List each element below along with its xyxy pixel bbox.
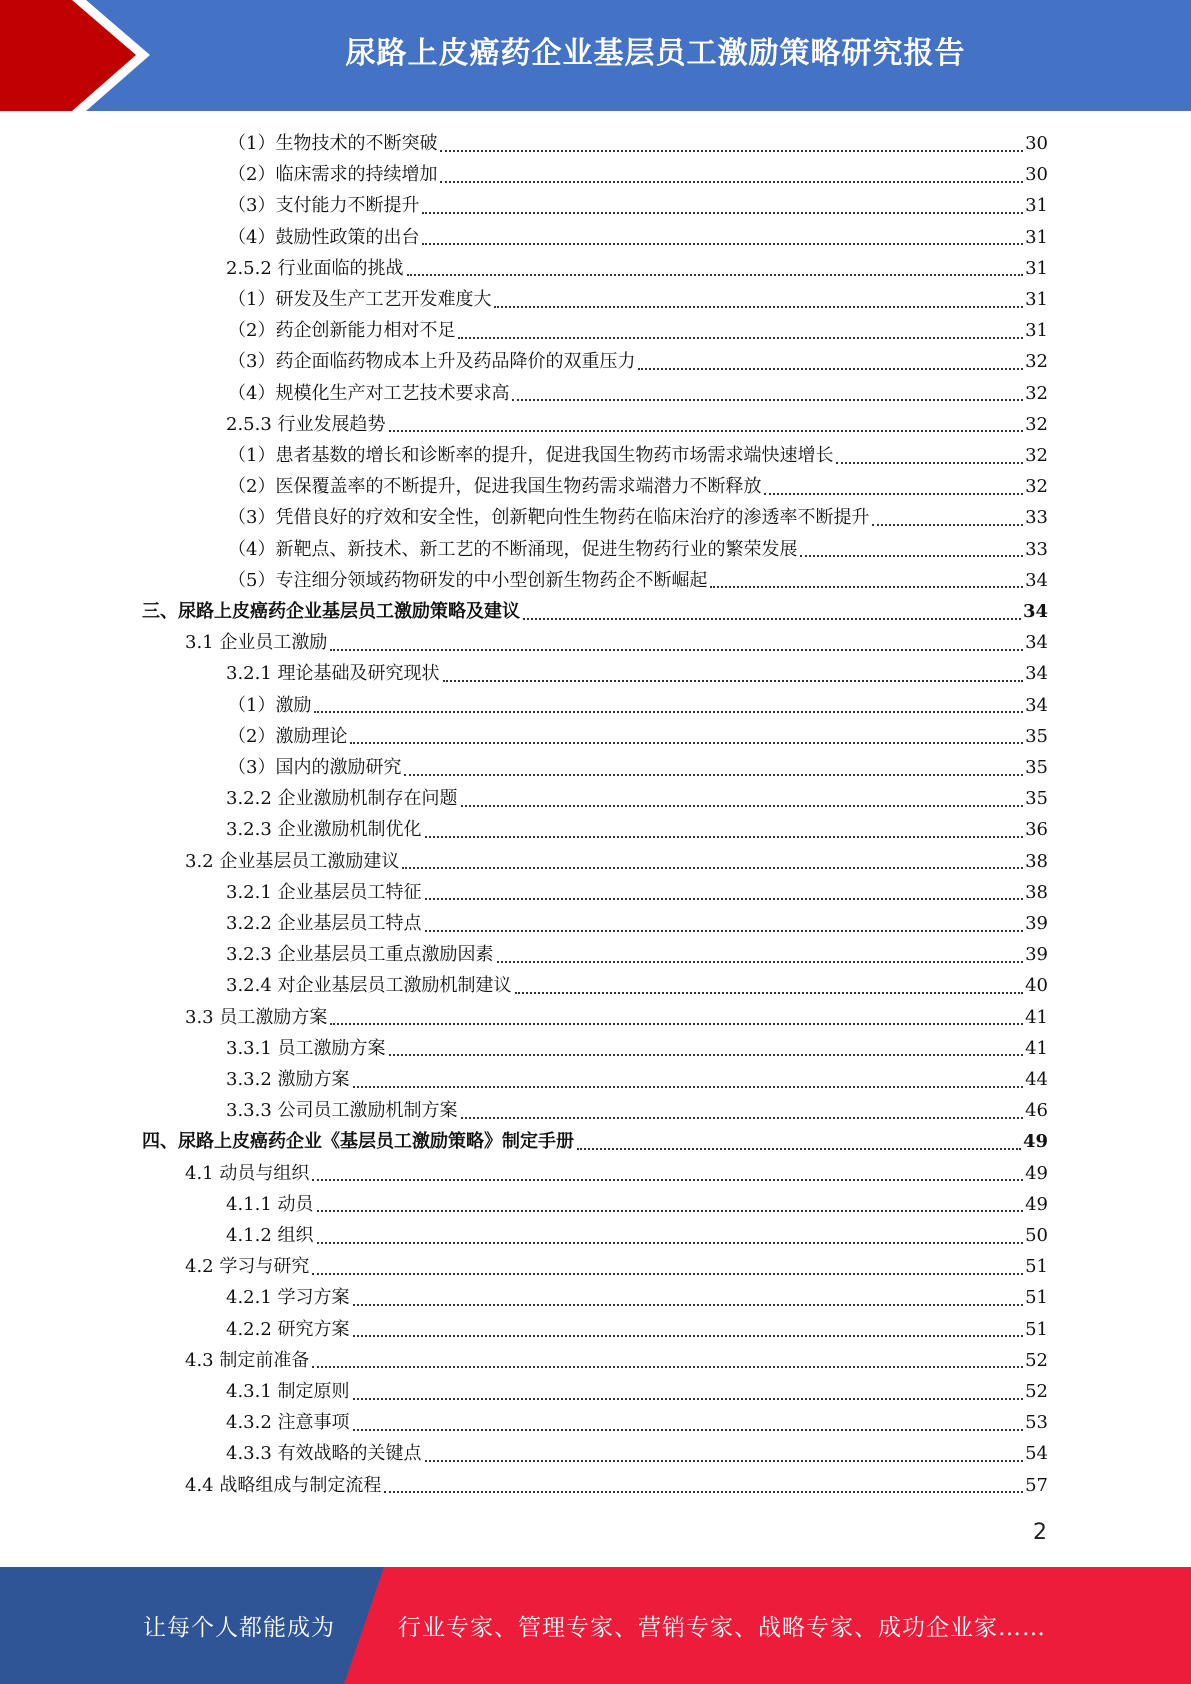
toc-entry[interactable] [185,1345,1048,1376]
toc-entry-page: 34 [1025,663,1048,685]
toc-entry-label: 4.2.1 学习方案 [226,1287,350,1309]
toc-entry-label: （3）支付能力不断提升 [228,195,420,217]
toc-dot-leader [577,1148,1021,1150]
toc-entry[interactable] [226,1314,1048,1345]
toc-entry-page: 39 [1025,913,1048,934]
toc-entry-label: （1）研发及生产工艺开发难度大 [228,289,492,310]
toc-entry-label: 2.5.3 行业发展趋势 [226,413,386,435]
toc-entry[interactable] [226,1033,1048,1064]
toc-entry-page: 34 [1022,601,1048,622]
toc-entry[interactable] [226,814,1048,845]
toc-entry-label: 4.2 学习与研究 [185,1256,310,1278]
toc-entry[interactable] [185,1251,1048,1282]
toc-entry-page: 34 [1025,569,1048,591]
toc-entry-label: （1）激励 [228,694,312,716]
toc-entry-page: 52 [1025,1381,1048,1402]
toc-entry-page: 30 [1025,164,1048,186]
toc-entry-label: 3.2.1 理论基础及研究现状 [226,663,440,685]
toc-dot-leader [353,1398,1024,1400]
toc-entry-page: 51 [1025,1287,1048,1309]
page-number: 2 [1033,1520,1047,1545]
toc-entry-page: 41 [1025,1037,1048,1059]
toc-entry-page: 31 [1025,195,1048,217]
toc-entry-page: 52 [1025,1349,1048,1371]
toc-entry-page: 36 [1025,819,1048,841]
toc-entry[interactable] [228,440,1048,471]
toc-dot-leader [353,1335,1024,1337]
toc-entry[interactable] [226,908,1048,939]
toc-dot-leader [425,898,1024,900]
toc-entry-page: 32 [1025,351,1048,373]
toc-entry-page: 40 [1025,975,1048,997]
toc-entry-label: （5）专注细分领域药物研发的中小型创新生物药企不断崛起 [228,569,708,591]
toc-entry-label: 4.2.2 研究方案 [226,1318,350,1340]
header-banner [0,0,1191,111]
toc-entry[interactable] [228,284,1048,315]
toc-entry-page: 32 [1025,476,1048,498]
toc-dot-leader [764,493,1023,495]
toc-entry-label: 3.3.2 激励方案 [226,1069,350,1090]
toc-dot-leader [872,524,1023,526]
toc-entry[interactable] [226,658,1048,689]
toc-entry-page: 57 [1025,1474,1048,1496]
toc-entry-label: （3）凭借良好的疗效和安全性，创新靶向性生物药在临床治疗的渗透率不断提升 [228,507,870,529]
toc-entry-page: 32 [1025,382,1048,404]
toc-entry-label: 3.3.3 公司员工激励机制方案 [226,1100,458,1122]
toc-entry-page: 33 [1025,507,1048,529]
toc-dot-leader [312,1273,1023,1275]
toc-entry-page: 38 [1025,881,1048,903]
toc-entry-label: 4.3.2 注意事项 [226,1412,350,1434]
toc-entry[interactable] [228,565,1048,596]
toc-entry[interactable] [228,378,1048,409]
toc-entry-page: 33 [1025,538,1048,560]
footer-slogan-right: 行业专家、管理专家、营销专家、战略专家、成功企业家…… [398,1615,1046,1641]
toc-dot-leader [440,150,1023,152]
toc-dot-leader [461,1117,1024,1119]
toc-entry-page: 41 [1025,1006,1048,1028]
toc-chapter-entry[interactable] [142,596,1048,627]
toc-entry-page: 31 [1025,257,1048,279]
toc-entry-label: 四、尿路上皮癌药企业《基层员工激励策略》制定手册 [142,1131,574,1153]
toc-entry-page: 32 [1025,413,1048,435]
toc-entry-label: 3.2.2 企业激励机制存在问题 [226,788,458,810]
toc-entry[interactable] [226,253,1048,284]
toc-entry[interactable] [226,1438,1048,1469]
toc-entry[interactable] [226,1064,1048,1095]
toc-entry-page: 31 [1025,226,1048,248]
toc-dot-leader [440,181,1023,183]
document-title: 尿路上皮癌药企业基层员工激励策略研究报告 [345,36,966,71]
toc-dot-leader [404,774,1023,776]
toc-entry[interactable] [228,690,1048,721]
toc-entry-label: 2.5.2 行业面临的挑战 [226,257,404,279]
toc-entry-page: 51 [1025,1318,1048,1340]
toc-entry[interactable] [228,752,1048,783]
toc-entry[interactable] [185,627,1048,658]
toc-dot-leader [512,399,1023,401]
toc-dot-leader [389,430,1024,432]
toc-entry-label: 3.2 企业基层员工激励建议 [185,850,400,872]
toc-entry-label: 3.2.4 对企业基层员工激励机制建议 [226,975,512,997]
toc-entry[interactable] [228,222,1048,253]
toc-entry-page: 39 [1025,944,1048,966]
toc-entry[interactable] [226,1376,1048,1407]
toc-dot-leader [353,1429,1024,1431]
toc-entry-page: 31 [1025,289,1048,310]
toc-dot-leader [497,961,1024,963]
toc-entry-label: 3.3 员工激励方案 [185,1006,328,1028]
toc-entry-page: 49 [1025,1193,1048,1215]
toc-dot-leader [710,586,1023,588]
toc-entry[interactable] [226,1189,1048,1220]
toc-dot-leader [523,618,1021,620]
toc-entry-page: 35 [1025,757,1048,778]
toc-entry[interactable] [226,1095,1048,1126]
toc-entry[interactable] [228,346,1048,377]
toc-entry-label: 4.1.2 组织 [226,1225,314,1246]
toc-entry-page: 53 [1025,1412,1048,1434]
toc-dot-leader [350,742,1023,744]
toc-dot-leader [330,1023,1023,1025]
toc-dot-leader [443,680,1024,682]
toc-entry[interactable] [228,315,1048,346]
toc-entry-page: 35 [1025,788,1048,810]
toc-entry[interactable] [228,128,1048,159]
footer-banner [0,1567,1191,1684]
toc-entry[interactable] [226,939,1048,970]
toc-entry-page: 34 [1025,632,1048,654]
toc-entry[interactable] [228,502,1048,533]
toc-dot-leader [461,805,1024,807]
toc-entry[interactable] [185,1002,1048,1033]
toc-dot-leader [402,867,1023,869]
toc-entry[interactable] [228,721,1048,752]
toc-entry[interactable] [226,877,1048,908]
toc-entry-label: （3）国内的激励研究 [228,757,402,778]
toc-entry-label: （1）患者基数的增长和诊断率的提升，促进我国生物药市场需求端快速增长 [228,445,834,466]
toc-dot-leader [312,1179,1023,1181]
toc-entry-page: 34 [1025,694,1048,716]
toc-entry-label: （4）规模化生产对工艺技术要求高 [228,382,510,404]
toc-entry-page: 44 [1025,1069,1048,1090]
toc-entry-label: 3.2.2 企业基层员工特点 [226,913,422,934]
toc-entry-label: 4.4 战略组成与制定流程 [185,1474,382,1496]
toc-entry-label: （4）新靶点、新技术、新工艺的不断涌现，促进生物药行业的繁荣发展 [228,538,798,560]
toc-entry[interactable] [226,1220,1048,1251]
toc-entry-page: 46 [1025,1100,1048,1122]
toc-entry-page: 32 [1025,445,1048,466]
toc-entry[interactable] [226,409,1048,440]
toc-entry-page: 50 [1025,1225,1048,1246]
toc-entry[interactable] [185,846,1048,877]
toc-entry[interactable] [228,534,1048,565]
toc-entry-page: 31 [1025,320,1048,342]
toc-entry-label: 4.1 动员与组织 [185,1162,310,1184]
toc-dot-leader [425,1460,1024,1462]
toc-entry-label: 3.3.1 员工激励方案 [226,1037,386,1059]
toc-entry[interactable] [185,1158,1048,1189]
toc-entry-label: （2）临床需求的持续增加 [228,164,438,186]
toc-dot-leader [800,555,1023,557]
toc-entry-page: 51 [1025,1256,1048,1278]
footer-slogan-left: 让每个人都能成为 [143,1615,335,1641]
toc-dot-leader [515,992,1024,994]
toc-dot-leader [494,306,1023,308]
toc-dot-leader [638,368,1023,370]
toc-dot-leader [317,1210,1024,1212]
toc-dot-leader [314,711,1023,713]
toc-dot-leader [425,930,1024,932]
toc-dot-leader [353,1086,1024,1088]
toc-entry-page: 30 [1025,133,1048,154]
toc-entry-page: 49 [1022,1131,1048,1153]
toc-entry[interactable] [226,783,1048,814]
toc-dot-leader [422,243,1023,245]
toc-entry-label: 4.1.1 动员 [226,1193,314,1215]
toc-dot-leader [312,1366,1023,1368]
toc-entry-label: （3）药企面临药物成本上升及药品降价的双重压力 [228,351,636,373]
toc-entry-label: 3.1 企业员工激励 [185,632,328,654]
toc-entry[interactable] [185,1470,1048,1501]
toc-entry-label: 3.2.3 企业基层员工重点激励因素 [226,944,494,966]
toc-entry-page: 49 [1025,1162,1048,1184]
toc-entry-label: （4）鼓励性政策的出台 [228,226,420,248]
toc-dot-leader [458,337,1023,339]
toc-entry-label: 4.3 制定前准备 [185,1349,310,1371]
toc-entry-label: 3.2.1 企业基层员工特征 [226,881,422,903]
toc-entry-label: 3.2.3 企业激励机制优化 [226,819,422,841]
toc-entry-label: 三、尿路上皮癌药企业基层员工激励策略及建议 [142,601,520,622]
toc-entry-label: 4.3.1 制定原则 [226,1381,350,1402]
toc-dot-leader [330,649,1023,651]
toc-dot-leader [353,1304,1024,1306]
toc-entry-label: （2）医保覆盖率的不断提升，促进我国生物药需求端潜力不断释放 [228,476,762,498]
toc-dot-leader [425,836,1024,838]
toc-entry[interactable] [228,190,1048,221]
toc-entry[interactable] [226,970,1048,1001]
toc-entry-label: （1）生物技术的不断突破 [228,133,438,154]
toc-entry-label: （2）药企创新能力相对不足 [228,320,456,342]
toc-entry-label: 4.3.3 有效战略的关键点 [226,1443,422,1465]
toc-chapter-entry[interactable] [142,1126,1048,1157]
toc-entry-label: （2）激励理论 [228,725,348,747]
toc-entry[interactable] [228,159,1048,190]
toc-entry[interactable] [226,1282,1048,1313]
toc-entry[interactable] [226,1407,1048,1438]
toc-entry[interactable] [228,471,1048,502]
toc-dot-leader [389,1054,1024,1056]
toc-dot-leader [317,1242,1024,1244]
toc-entry-page: 54 [1025,1443,1048,1465]
toc-dot-leader [384,1491,1023,1493]
toc-dot-leader [422,212,1023,214]
toc-dot-leader [836,462,1023,464]
toc-dot-leader [407,274,1024,276]
toc-entry-page: 35 [1025,725,1048,747]
toc-entry-page: 38 [1025,850,1048,872]
